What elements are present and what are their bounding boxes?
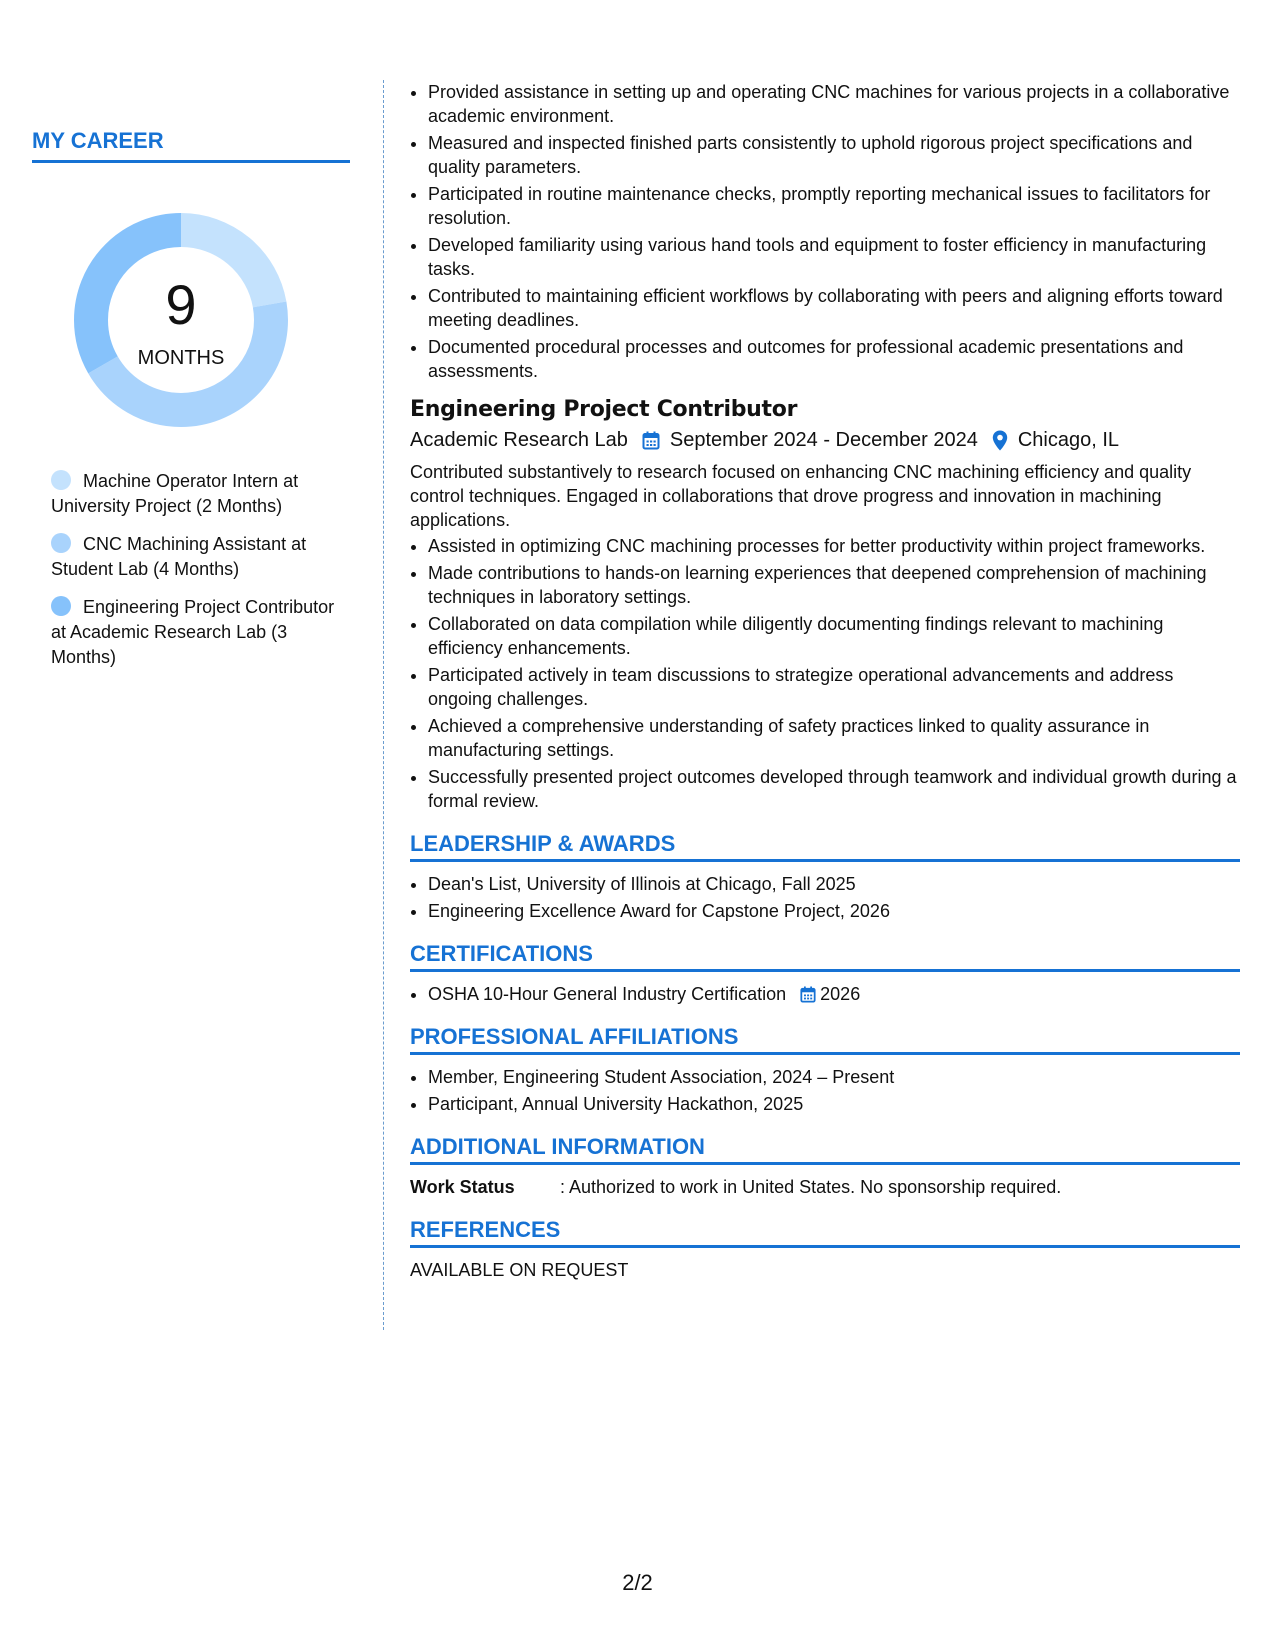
legend-dot bbox=[51, 470, 71, 490]
references-text: AVAILABLE ON REQUEST bbox=[410, 1260, 629, 1280]
job-meta bbox=[410, 426, 1240, 454]
legend-item bbox=[51, 532, 350, 582]
job-dates: September 2024 - December 2024 bbox=[669, 429, 978, 451]
list-item: • Collaborated on data compilation while diligently documenting findings relevant to machining efficiency enhancements. bbox=[428, 612, 1240, 660]
calendar-icon bbox=[642, 431, 660, 450]
legend-item bbox=[51, 595, 350, 670]
work-status-value: : Authorized to work in United States. No sponsorship required. bbox=[560, 1177, 1062, 1197]
column-divider bbox=[383, 80, 384, 1330]
leadership-section-title: LEADERSHIP & AWARDS bbox=[410, 831, 1240, 862]
calendar-icon bbox=[800, 986, 816, 1003]
sidebar bbox=[32, 80, 350, 683]
certifications-section-title: CERTIFICATIONS bbox=[410, 941, 1240, 972]
leadership-list bbox=[410, 872, 1240, 923]
list-item: • Made contributions to hands-on learning experiences that deepened comprehension of machining techniques in laboratory settings. bbox=[428, 561, 1240, 609]
certifications-list bbox=[410, 982, 1240, 1006]
affiliations-section-title: PROFESSIONAL AFFILIATIONS bbox=[410, 1024, 1240, 1055]
certification-name: • OSHA 10-Hour General Industry Certification bbox=[428, 984, 787, 1004]
list-item: • Assisted in optimizing CNC machining processes for better productivity within project frameworks. bbox=[428, 534, 1240, 558]
page-number: 2/2 bbox=[622, 1570, 653, 1595]
list-item: • Engineering Excellence Award for Capstone Project, 2026 bbox=[428, 899, 1240, 923]
job-description: Contributed substantively to research focused on enhancing CNC machining efficiency and quality control techniques. Engaged in collaborations that drove progress and innovation in machining applications. bbox=[410, 462, 1192, 530]
affiliations-list bbox=[410, 1065, 1240, 1116]
location-pin-icon bbox=[992, 430, 1008, 451]
list-item: • Developed familiarity using various hand tools and equipment to foster efficiency in manufacturing tasks. bbox=[428, 233, 1240, 281]
list-item: • Participant, Annual University Hackathon, 2025 bbox=[428, 1092, 1240, 1116]
certification-year: 2026 bbox=[820, 984, 861, 1004]
list-item bbox=[428, 982, 1240, 1006]
work-status-row bbox=[410, 1175, 1240, 1199]
list-item: • Provided assistance in setting up and operating CNC machines for various projects in a collaborative academic environment. bbox=[428, 80, 1240, 128]
list-item: • Measured and inspected finished parts consistently to uphold rigorous project specifications and quality parameters. bbox=[428, 131, 1240, 179]
legend-dot bbox=[51, 533, 71, 553]
career-donut-chart bbox=[66, 205, 296, 435]
list-item: • Contributed to maintaining efficient workflows by collaborating with peers and aligning efforts toward meeting deadlines. bbox=[428, 284, 1240, 332]
references-section-title: REFERENCES bbox=[410, 1217, 1240, 1248]
legend-label: Engineering Project Contributor at Academic Research Lab (3 Months) bbox=[51, 597, 335, 667]
job-title: Engineering Project Contributor bbox=[410, 397, 798, 422]
career-legend bbox=[32, 469, 350, 670]
job-location: Chicago, IL bbox=[1017, 429, 1120, 451]
legend-label: Machine Operator Intern at University Project (2 Months) bbox=[51, 471, 299, 516]
legend-item bbox=[51, 469, 350, 519]
donut-total-unit: MONTHS bbox=[137, 347, 225, 369]
list-item: • Dean's List, University of Illinois at Chicago, Fall 2025 bbox=[428, 872, 1240, 896]
donut-total-value: 9 bbox=[165, 273, 197, 336]
legend-label: CNC Machining Assistant at Student Lab (4 Months) bbox=[51, 534, 307, 579]
main-content bbox=[410, 80, 1240, 1282]
additional-info-section-title: ADDITIONAL INFORMATION bbox=[410, 1134, 1240, 1165]
job-bullets bbox=[410, 534, 1240, 813]
job-company: Academic Research Lab bbox=[410, 429, 628, 451]
legend-dot bbox=[51, 596, 71, 616]
list-item: • Successfully presented project outcomes developed through teamwork and individual growth during a formal review. bbox=[428, 765, 1240, 813]
previous-job-bullets bbox=[410, 80, 1240, 383]
list-item: • Achieved a comprehensive understanding of safety practices linked to quality assurance in manufacturing settings. bbox=[428, 714, 1240, 762]
list-item: • Member, Engineering Student Association, 2024 – Present bbox=[428, 1065, 1240, 1089]
list-item: • Participated actively in team discussions to strategize operational advancements and address ongoing challenges. bbox=[428, 663, 1240, 711]
career-section-title: MY CAREER bbox=[32, 128, 350, 163]
work-status-key: Work Status bbox=[410, 1177, 515, 1197]
list-item: • Documented procedural processes and outcomes for professional academic presentations and assessments. bbox=[428, 335, 1240, 383]
list-item: • Participated in routine maintenance checks, promptly reporting mechanical issues to facilitators for resolution. bbox=[428, 182, 1240, 230]
